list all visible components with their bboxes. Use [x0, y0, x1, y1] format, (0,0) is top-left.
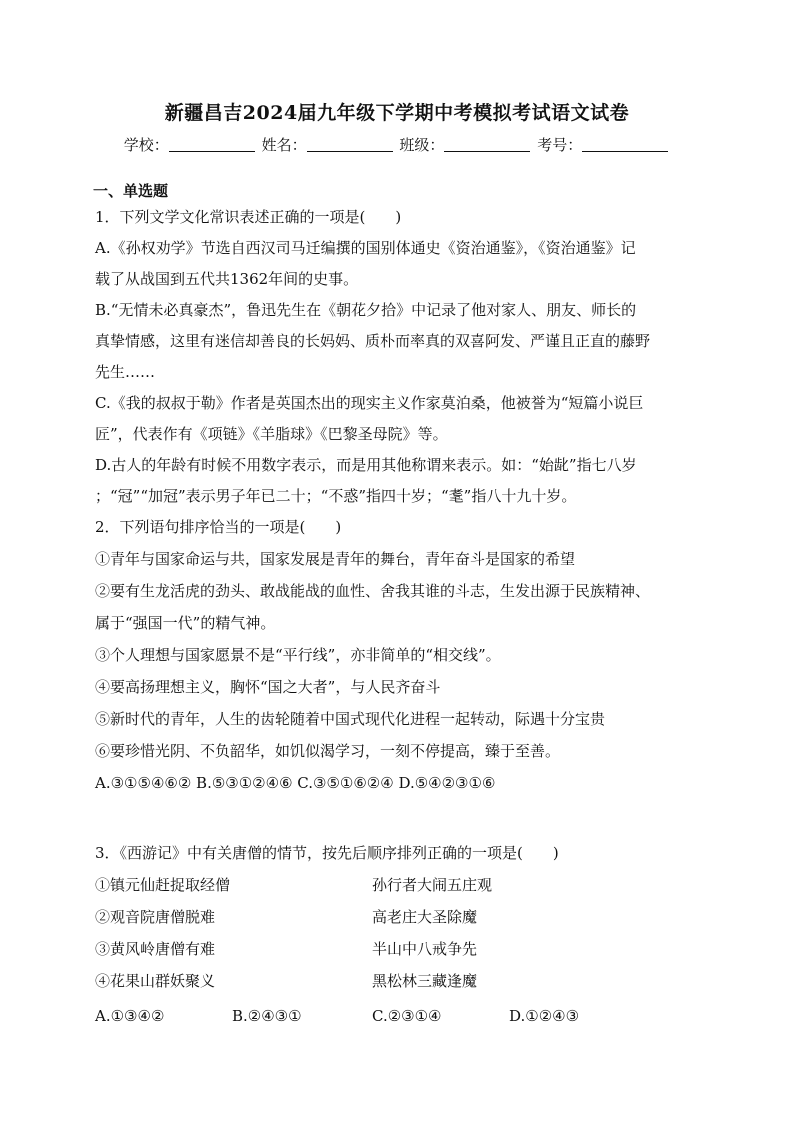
q2-sentence-4: ④要高扬理想主义，胸怀“国之大者”，与人民齐奋斗 — [95, 678, 441, 696]
q3-pair-row — [95, 933, 695, 965]
q2-sentence-2-line2: 属于“强国一代”的精气神。 — [95, 614, 276, 632]
q3-option-d: D.①②④③ — [509, 1007, 580, 1025]
class-blank[interactable] — [444, 137, 530, 152]
number-label: 考号： — [537, 136, 583, 154]
q3-item-right: 孙行者大闹五庄观 — [372, 876, 493, 894]
q1-option-d-line2: ；“冠”“加冠”表示男子年已二十；“不惑”指四十岁；“耄”指八十九十岁。 — [95, 487, 577, 505]
q1-option-d-line1: D.古人的年龄有时候不用数字表示，而是用其他称谓来表示。如：“始龀”指七八岁 — [95, 456, 637, 474]
q3-pair-row — [95, 901, 695, 933]
q1-option-c-line2: 匠”，代表作有《项链》《羊脂球》《巴黎圣母院》等。 — [95, 425, 448, 443]
class-label: 班级： — [399, 136, 445, 154]
q3-item-right: 半山中八戒争先 — [372, 940, 478, 958]
q2-stem: 2．下列语句排序恰当的一项是( ) — [95, 518, 342, 536]
q1-option-a-line2: 载了从战国到五代共1362年间的史事。 — [95, 270, 359, 288]
section-heading: 一、单选题 — [93, 182, 169, 200]
q2-sentence-2-line1: ②要有生龙活虎的劲头、敢战能战的血性、舍我其谁的斗志，生发出源于民族精神、 — [95, 582, 651, 600]
school-blank[interactable] — [169, 137, 255, 152]
q2-options: A.③①⑤④⑥② B.⑤③①②④⑥ C.③⑤①⑥②④ D.⑤④②③①⑥ — [95, 774, 496, 792]
q1-option-b-line3: 先生…… — [95, 363, 156, 381]
q1-option-a-line1: A.《孙权劝学》节选自西汉司马迁编撰的国别体通史《资治通鉴》，《资治通鉴》记 — [95, 239, 636, 257]
q3-item-left: ①镇元仙赶捉取经僧 — [95, 876, 231, 894]
q1-stem: 1．下列文学文化常识表述正确的一项是( ) — [95, 208, 402, 226]
q1-option-b-line1: B.“无情未必真豪杰”，鲁迅先生在《朝花夕拾》中记录了他对家人、朋友、师长的 — [95, 301, 637, 319]
questions-1-2 — [95, 202, 695, 799]
q3-options — [95, 997, 695, 1035]
q3-item-left: ④花果山群妖聚义 — [95, 972, 216, 990]
q3-stem-row — [95, 837, 695, 869]
q3-option-a: A.①③④② — [95, 1007, 165, 1025]
q3-item-left: ②观音院唐僧脱难 — [95, 908, 216, 926]
q1-option-c-line1: C.《我的叔叔于勒》作者是英国杰出的现实主义作家莫泊桑，他被誉为“短篇小说巨 — [95, 394, 644, 412]
student-info-line — [0, 134, 794, 155]
page-title: 新疆昌吉2024届九年级下学期中考模拟考试语文试卷 — [164, 102, 630, 124]
name-blank[interactable] — [307, 137, 393, 152]
q3-pair-row — [95, 869, 695, 901]
q2-sentence-1: ①青年与国家命运与共，国家发展是青年的舞台，青年奋斗是国家的希望 — [95, 550, 576, 568]
q3-item-right: 高老庄大圣除魔 — [372, 908, 478, 926]
q1-option-b-line2: 真挚情感，这里有迷信却善良的长妈妈、质朴而率真的双喜阿发、严谨且正直的藤野 — [95, 332, 651, 350]
q3-option-c: C.②③①④ — [372, 1007, 442, 1025]
q3-option-b: B.②④③① — [232, 1007, 302, 1025]
number-blank[interactable] — [582, 137, 668, 152]
q3-item-right: 黑松林三藏逢魔 — [372, 972, 478, 990]
q2-sentence-3: ③个人理想与国家愿景不是“平行线”，亦非简单的“相交线”。 — [95, 646, 501, 664]
school-label: 学校： — [123, 136, 169, 154]
q3-item-left: ③黄风岭唐僧有难 — [95, 940, 216, 958]
q2-sentence-5: ⑤新时代的青年，人生的齿轮随着中国式现代化进程一起转动，际遇十分宝贵 — [95, 710, 606, 728]
q2-sentence-6: ⑥要珍惜光阴、不负韶华，如饥似渴学习，一刻不停提高，臻于至善。 — [95, 742, 561, 760]
name-label: 姓名： — [261, 136, 307, 154]
q3-stem: 3．《西游记》中有关唐僧的情节，按先后顺序排列正确的一项是( ) — [95, 844, 559, 862]
question-3 — [95, 837, 695, 1035]
q3-pair-row — [95, 965, 695, 997]
